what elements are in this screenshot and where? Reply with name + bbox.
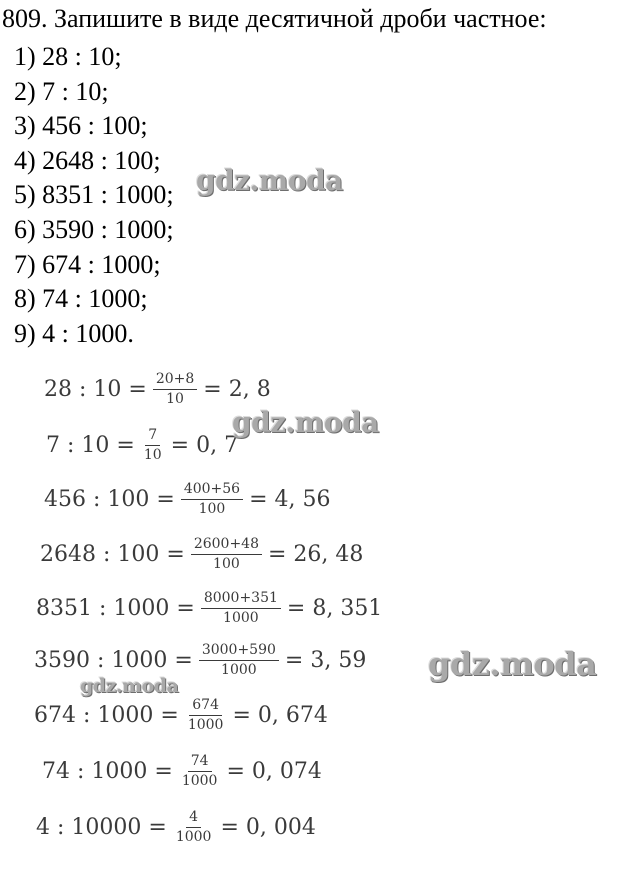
- watermark-logo: gdz.moda: [196, 164, 343, 197]
- equation-row: [42, 754, 322, 789]
- equation-result: = 8, 351: [286, 596, 383, 621]
- fraction-denominator: 100: [198, 501, 226, 517]
- fraction-numerator: 8000+351: [201, 591, 281, 609]
- fraction-numerator: 7: [145, 428, 160, 446]
- equation-lhs: 74 : 1000 =: [42, 759, 173, 784]
- equation-result: = 26, 48: [268, 542, 364, 567]
- watermark-logo: gdz.moda: [428, 645, 597, 683]
- equation-result: = 4, 56: [249, 487, 331, 512]
- fraction-denominator: 1000: [187, 717, 224, 733]
- fraction: [173, 810, 215, 845]
- fraction-numerator: 3000+590: [199, 643, 279, 661]
- fraction-denominator: 1000: [181, 773, 218, 789]
- fraction: [199, 643, 279, 678]
- equation-row: [34, 698, 328, 733]
- equation-lhs: 674 : 1000 =: [34, 703, 179, 728]
- equation-result: = 0, 004: [220, 815, 316, 840]
- equation-lhs: 4 : 10000 =: [36, 815, 167, 840]
- task-item: 6) 3590 : 1000;: [14, 214, 174, 244]
- equation-result: = 3, 59: [284, 648, 367, 673]
- fraction: [141, 428, 165, 463]
- fraction: [185, 698, 227, 733]
- equation-row: [34, 643, 366, 678]
- fraction: [153, 372, 197, 407]
- fraction-numerator: 674: [189, 698, 222, 716]
- equation-result: = 0, 074: [226, 759, 322, 784]
- equation-row: [36, 591, 382, 626]
- task-item: 4) 2648 : 100;: [14, 145, 161, 175]
- fraction-numerator: 20+8: [153, 372, 197, 390]
- watermark-logo: gdz.moda: [232, 406, 379, 439]
- fraction-numerator: 400+56: [181, 482, 243, 500]
- fraction: [179, 754, 221, 789]
- equation-row: [44, 372, 271, 407]
- equation-row: [36, 810, 316, 845]
- task-item: 3) 456 : 100;: [14, 111, 148, 141]
- watermark-logo: gdz.moda: [80, 675, 179, 697]
- fraction: [191, 537, 262, 572]
- fraction: [181, 482, 243, 517]
- equation-result: = 2, 8: [203, 377, 271, 402]
- equation-row: [44, 482, 331, 517]
- task-item: 5) 8351 : 1000;: [14, 180, 174, 210]
- fraction-denominator: 1000: [223, 610, 259, 626]
- equation-lhs: 8351 : 1000 =: [36, 596, 195, 621]
- fraction-numerator: 74: [188, 754, 212, 772]
- equation-lhs: 28 : 10 =: [44, 377, 147, 402]
- equation-lhs: 3590 : 1000 =: [34, 648, 193, 673]
- fraction-denominator: 1000: [175, 829, 212, 845]
- task-item: 1) 28 : 10;: [14, 42, 122, 71]
- task-item: 2) 7 : 10;: [14, 76, 109, 106]
- equation-result: = 0, 674: [232, 703, 328, 728]
- task-item: 8) 74 : 1000;: [14, 284, 148, 314]
- equation-row: [40, 537, 363, 572]
- task-title: 809. Запишите в виде десятичной дроби частное:: [2, 4, 547, 33]
- fraction-denominator: 1000: [221, 662, 257, 678]
- fraction-numerator: 4: [186, 810, 201, 828]
- task-item: 9) 4 : 1000.: [14, 318, 134, 348]
- equation-lhs: 2648 : 100 =: [40, 542, 185, 567]
- equation-result: = 0, 7: [170, 433, 239, 458]
- fraction-denominator: 10: [166, 391, 184, 407]
- fraction-numerator: 2600+48: [191, 537, 262, 555]
- equation-row: [46, 428, 238, 463]
- fraction-denominator: 10: [143, 447, 162, 463]
- equation-lhs: 456 : 100 =: [44, 487, 175, 512]
- fraction: [201, 591, 281, 626]
- equation-lhs: 7 : 10 =: [46, 433, 135, 458]
- task-item: 7) 674 : 1000;: [14, 249, 161, 279]
- fraction-denominator: 100: [213, 556, 240, 572]
